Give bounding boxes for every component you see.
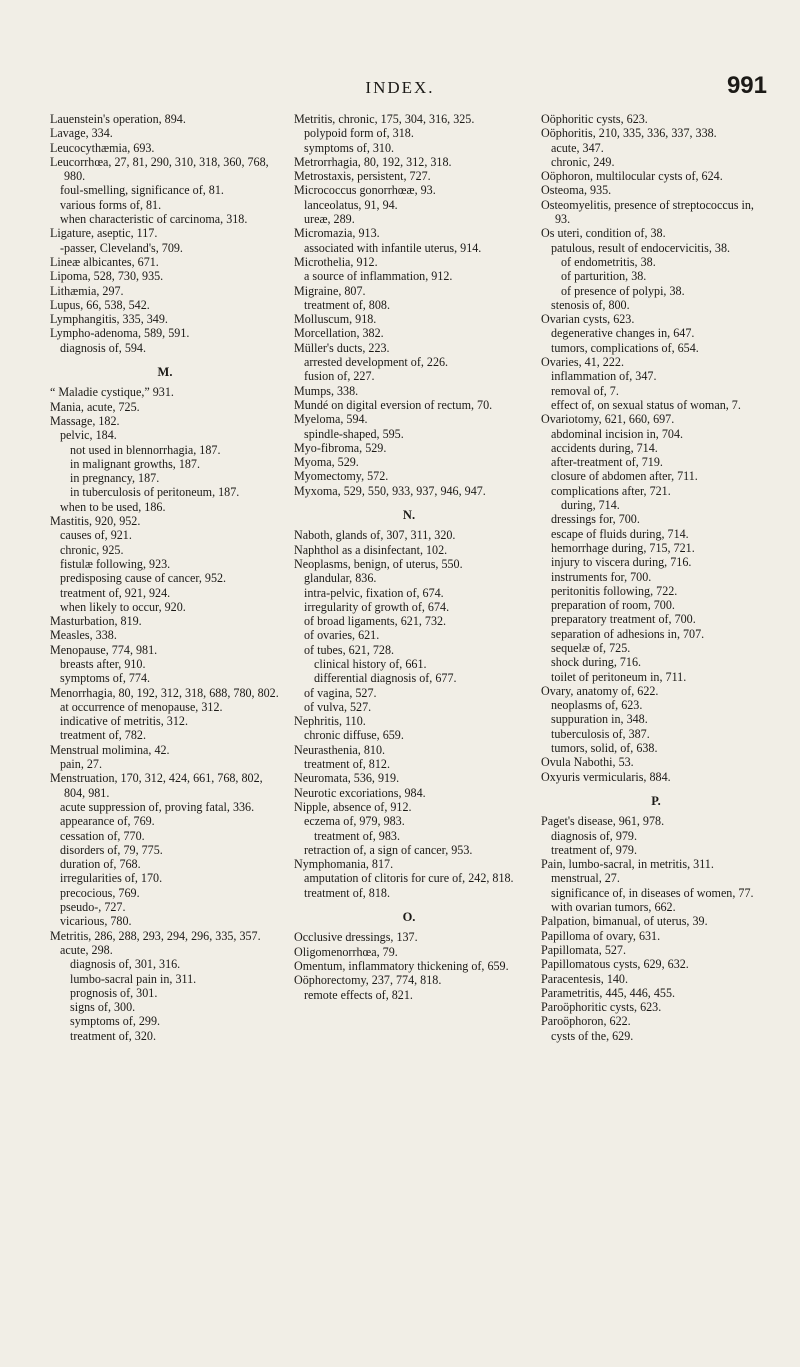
index-subentry: a source of inflammation, 912. [304,269,453,284]
index-entry: Oöphoritic cysts, 623. [541,112,648,126]
section-letter-heading: O. [402,910,416,925]
index-subentry: diagnosis of, 979. [551,828,637,843]
index-subentry: in pregnancy, 187. [70,471,160,486]
index-subentry: amputation of clitoris for cure of, 242, 818. [304,871,514,886]
index-entry: Lymphangitis, 335, 349. [50,312,168,327]
page-number: 991 [726,72,767,99]
index-entry: Ovaries, 41, 222. [541,355,624,370]
index-subentry: instruments for, 700. [551,569,652,584]
index-entry: Müller's ducts, 223. [294,340,390,355]
index-subentry: removal of, 7. [551,383,619,398]
section-letter-heading: P. [651,793,661,808]
index-entry: Ovarian cysts, 623. [541,312,635,327]
index-entry: Paracentesis, 140. [541,971,628,986]
index-column-1 [50,112,280,1043]
index-subentry: various forms of, 81. [60,197,162,212]
index-subentry: inflammation of, 347. [551,369,657,384]
index-subentry: pelvic, 184. [60,428,117,443]
index-entry: Papilloma of ovary, 631. [541,928,661,943]
index-subentry: effect of, on sexual status of woman, 7. [551,397,741,412]
index-subentry: not used in blennorrhagia, 187. [70,442,221,457]
index-subentry: lumbo-sacral pain in, 311. [70,971,197,986]
index-subentry: symptoms of, 310. [304,140,395,155]
index-entry: Leucorrhœa, 27, 81, 290, 310, 318, 360, 768, 980. [50,154,269,184]
index-subentry: treatment of, 320. [70,1028,156,1043]
index-subentry: glandular, 836. [304,571,377,586]
index-entry: Lauenstein's operation, 894. [50,112,186,126]
index-subentry: arrested development of, 226. [304,355,449,370]
index-subentry: treatment of, 808. [304,297,390,312]
index-entry: Menstruation, 170, 312, 424, 661, 768, 802, 804, 981. [50,771,263,800]
index-entry: Paroöphoritic cysts, 623. [541,1000,662,1015]
index-entry: Naboth, glands of, 307, 311, 320. [294,528,456,543]
index-subentry: acute, 298. [60,942,113,957]
index-entry: Pain, lumbo-sacral, in metritis, 311. [541,857,714,872]
index-subentry: acute, 347. [551,140,604,155]
index-column-3 [541,112,771,1043]
index-subentry: cysts of the, 629. [551,1028,634,1043]
index-entry: Myxoma, 529, 550, 933, 937, 946, 947. [294,483,486,498]
index-entry: Naphthol as a disinfectant, 102. [294,542,448,557]
index-subentry: irregularity of growth of, 674. [304,599,450,614]
index-subentry: accidents during, 714. [551,440,658,455]
index-subentry: irregularities of, 170. [60,871,163,886]
index-subentry: in tuberculosis of peritoneum, 187. [70,485,240,500]
index-entry: Measles, 338. [50,628,117,643]
index-entry: Lupus, 66, 538, 542. [50,297,150,312]
index-subentry: stenosis of, 800. [551,297,630,312]
index-column-2 [294,112,524,1002]
index-subentry: breasts after, 910. [60,656,146,671]
index-entry: Occlusive dressings, 137. [294,930,418,945]
index-subentry: when characteristic of carcinoma, 318. [60,212,248,227]
index-subentry: with ovarian tumors, 662. [551,900,676,915]
index-subentry: indicative of metritis, 312. [60,714,188,729]
index-entry: Oligomenorrhœa, 79. [294,944,398,959]
index-subentry: hemorrhage during, 715, 721. [551,540,695,555]
index-entry: Molluscum, 918. [294,312,377,327]
index-entry: Oöphorectomy, 237, 774, 818. [294,973,442,988]
index-subentry: ureæ, 289. [304,212,355,227]
index-subentry: tumors, solid, of, 638. [551,741,658,756]
index-subentry: of vagina, 527. [304,685,377,700]
index-entry: Papillomatous cysts, 629, 632. [541,957,689,972]
index-entry: Microthelia, 912. [294,254,378,269]
index-entry: Micromazia, 913. [294,226,380,241]
index-subentry: separation of adhesions in, 707. [551,626,705,641]
index-entry: Mumps, 338. [294,383,359,398]
index-subentry: treatment of, 979. [551,842,637,857]
index-entry: Os uteri, condition of, 38. [541,226,666,241]
index-subentry: lanceolatus, 91, 94. [304,197,398,212]
index-subentry: shock during, 716. [551,655,642,670]
index-subentry: toilet of peritoneum in, 711. [551,669,687,684]
index-subentry: symptoms of, 299. [70,1014,161,1029]
index-subentry: pain, 27. [60,757,102,772]
index-subentry: suppuration in, 348. [551,712,648,727]
index-entry: Lympho-adenoma, 589, 591. [50,326,190,341]
index-subentry: escape of fluids during, 714. [551,526,689,541]
index-subentry: pseudo-, 727. [60,900,126,915]
index-subentry: degenerative changes in, 647. [551,326,695,341]
index-entry: Parametritis, 445, 446, 455. [541,985,676,1000]
index-subentry: tuberculosis of, 387. [551,726,650,741]
index-entry: Paget's disease, 961, 978. [541,814,665,829]
index-subentry: eczema of, 979, 983. [304,814,405,829]
index-subentry: fistulæ following, 923. [60,556,171,571]
index-subentry: causes of, 921. [60,528,132,543]
index-entry: Menopause, 774, 981. [50,642,158,657]
index-entry: Ovariotomy, 621, 660, 697. [541,412,675,427]
index-subentry: dressings for, 700. [551,512,640,527]
index-subentry: appearance of, 769. [60,814,155,829]
index-subentry: symptoms of, 774. [60,671,151,686]
index-subentry: preparation of room, 700. [551,598,675,613]
index-entry: Migraine, 807. [294,283,366,298]
index-subentry: diagnosis of, 594. [60,340,146,355]
index-subentry: preparatory treatment of, 700. [551,612,696,627]
index-subentry: intra-pelvic, fixation of, 674. [304,585,444,600]
index-subentry: diagnosis of, 301, 316. [70,957,181,972]
index-subentry: abdominal incision in, 704. [551,426,684,441]
index-subentry: patulous, result of endocervicitis, 38. [551,240,731,255]
index-subentry: menstrual, 27. [551,871,620,886]
index-subentry: clinical history of, 661. [314,656,427,671]
index-entry: Mania, acute, 725. [50,399,140,414]
index-entry: Micrococcus gonorrhœæ, 93. [294,183,436,198]
index-entry: Myeloma, 594. [294,412,368,427]
index-subentry: treatment of, 782. [60,728,146,743]
index-subentry: disorders of, 79, 775. [60,842,163,857]
index-subentry: when to be used, 186. [60,499,166,514]
index-entry: Lineæ albicantes, 671. [50,254,159,269]
index-subentry: of vulva, 527. [304,699,372,714]
index-entry: Omentum, inflammatory thickening of, 659. [294,958,509,973]
index-subentry: acute suppression of, proving fatal, 336. [60,799,255,814]
index-subentry: treatment of, 812. [304,757,390,772]
index-entry: Mastitis, 920, 952. [50,514,141,529]
index-subentry: treatment of, 921, 924. [60,585,171,600]
index-subentry: at occurrence of menopause, 312. [60,699,223,714]
index-entry: Ligature, aseptic, 117. [50,226,158,241]
index-entry: Massage, 182. [50,413,120,428]
index-subentry: of endometritis, 38. [561,254,656,269]
index-subentry: treatment of, 983. [314,828,400,843]
index-subentry: chronic diffuse, 659. [304,728,404,743]
index-subentry: complications after, 721. [551,483,671,498]
index-subentry: polypoid form of, 318. [304,126,414,141]
index-subentry: associated with infantile uterus, 914. [304,240,482,255]
index-entry: Lithæmia, 297. [50,283,124,298]
index-entry: Myo-fibroma, 529. [294,440,387,455]
index-entry: Lavage, 334. [50,126,113,141]
index-entry: Palpation, bimanual, of uterus, 39. [541,914,708,929]
index-entry: Oxyuris vermicularis, 884. [541,769,671,784]
index-entry: Myoma, 529. [294,455,359,470]
index-entry: Metritis, 286, 288, 293, 294, 296, 335, 357. [50,928,261,943]
index-subentry: of broad ligaments, 621, 732. [304,614,447,629]
index-subentry: peritonitis following, 722. [551,583,678,598]
index-entry: Paroöphoron, 622. [541,1014,631,1029]
index-entry: Metrostaxis, persistent, 727. [294,169,431,184]
index-entry: Neoplasms, benign, of uterus, 550. [294,556,463,571]
index-entry: Metritis, chronic, 175, 304, 316, 325. [294,112,475,126]
index-entry: Mundé on digital eversion of rectum, 70. [294,397,493,412]
index-subentry: neoplasms of, 623. [551,698,643,713]
index-entry: Leucocythæmia, 693. [50,140,155,155]
index-entry: Metrorrhagia, 80, 192, 312, 318. [294,154,452,169]
index-subentry: after-treatment of, 719. [551,455,663,470]
index-subentry: in malignant growths, 187. [70,456,200,471]
index-subentry: chronic, 249. [551,154,615,169]
index-entry: Menorrhagia, 80, 192, 312, 318, 688, 780, 802. [50,685,279,700]
index-entry: “ Maladie cystique,” 931. [50,385,174,400]
index-entry: Lipoma, 528, 730, 935. [50,269,164,284]
index-entry: Morcellation, 382. [294,326,384,341]
index-entry: Osteomyelitis, presence of streptococcus in, 93. [541,197,754,227]
index-entry: Papillomata, 527. [541,942,626,957]
index-subentry: duration of, 768. [60,857,141,872]
index-entry: Ovary, anatomy of, 622. [541,683,659,698]
index-subentry: closure of abdomen after, 711. [551,469,698,484]
index-subentry: predisposing cause of cancer, 952. [60,571,227,586]
index-entry: Neurasthenia, 810. [294,742,386,757]
index-subentry: significance of, in diseases of women, 77. [551,885,754,900]
index-subentry: of tubes, 621, 728. [304,642,395,657]
index-entry: Oöphoron, multilocular cysts of, 624. [541,169,723,184]
index-entry: Nymphomania, 817. [294,857,394,872]
index-subentry: during, 714. [561,498,620,513]
index-entry: Osteoma, 935. [541,183,612,198]
index-entry: Ovula Nabothi, 53. [541,755,634,770]
index-entry: Nephritis, 110. [294,714,366,729]
index-subentry: spindle-shaped, 595. [304,426,404,441]
index-subentry: foul-smelling, significance of, 81. [60,183,224,198]
index-entry: Masturbation, 819. [50,614,142,629]
index-subentry: of presence of polypi, 38. [561,283,685,298]
index-subentry: chronic, 925. [60,542,124,557]
index-subentry: of ovaries, 621. [304,628,380,643]
section-letter-heading: N. [402,508,416,523]
index-subentry: retraction of, a sign of cancer, 953. [304,842,473,857]
index-subentry: precocious, 769. [60,885,140,900]
index-entry: Menstrual molimina, 42. [50,742,170,757]
index-subentry: cessation of, 770. [60,828,145,843]
index-subentry: signs of, 300. [70,1000,136,1015]
page-title: INDEX. [365,78,435,97]
running-head [0,72,800,102]
index-subentry: of parturition, 38. [561,269,647,284]
index-subentry: injury to viscera during, 716. [551,555,692,570]
index-subentry: remote effects of, 821. [304,987,413,1002]
index-subentry: when likely to occur, 920. [60,599,186,614]
index-subentry: tumors, complications of, 654. [551,340,699,355]
index-entry: Nipple, absence of, 912. [294,799,412,814]
index-subentry: treatment of, 818. [304,885,390,900]
index-subentry: sequelæ of, 725. [551,640,631,655]
section-letter-heading: M. [157,365,173,380]
index-entry: Myomectomy, 572. [294,469,389,484]
index-subentry: prognosis of, 301. [70,985,158,1000]
index-subentry: vicarious, 780. [60,914,132,929]
index-entry: Oöphoritis, 210, 335, 336, 337, 338. [541,126,717,141]
index-entry: Neurotic excoriations, 984. [294,785,426,800]
index-subentry: fusion of, 227. [304,369,375,384]
index-entry: Neuromata, 536, 919. [294,771,400,786]
index-subentry: differential diagnosis of, 677. [314,671,457,686]
index-subentry: -passer, Cleveland's, 709. [60,240,183,255]
